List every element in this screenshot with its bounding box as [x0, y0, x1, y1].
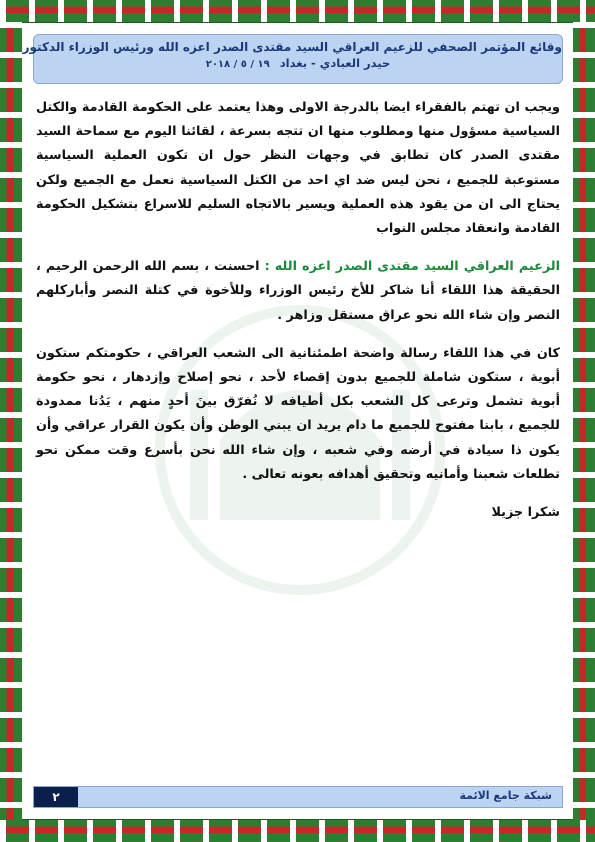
header-title-line1: وقائع المؤتمر الصحفي للزعيم العراقي السيد مقتدى الصدر اعزه الله ورئيس الوزراء الدكتور: [22, 40, 562, 54]
header-title-location: حيدر العبادي - بغداد: [279, 56, 391, 70]
paragraph-1: ويجب ان تهتم بالفقراء ايضا بالدرجة الاولى وهذا يعتمد على الحكومة القادمة والكتل السياسية مسؤول منها ومطلوب منها ان تتجه بسرعة ، لقائنا اليوم مع سماحة السيد مقتدى الصدر كان تطابق في وجهات النظر حول ان تكون العملية السياسية مستوعبة للجميع ، نحن ليس ضد اي احد من الكتل السياسية نعمل مع الجميع ولكن يحتاج الى ان من يقود هذه العملية ويسير بالاتجاه السليم للاسراع بتشكيل الحكومة القادمة وانعقاد مجلس النواب: [36, 100, 560, 237]
decorative-border-left: [0, 22, 22, 820]
paragraph-2: [36, 255, 560, 328]
speaker-label: الزعيم العراقي السيد مقتدى الصدر اعزه الله :: [264, 259, 561, 275]
page-header: [22, 34, 563, 84]
closing-thanks: شكرا جزيلا: [491, 505, 560, 521]
decorative-border-top: [0, 0, 595, 23]
paragraph-3: كان في هذا اللقاء رسالة واضحة اطمئنانية الى الشعب العراقي ، حكومتكم ستكون أبوية ، ستكون شاملة للجميع بدون إقصاء لأحد ، نحو إصلاح وإزدهار ، نحو حكومة أبوية تشمل وترعى كل الشعب بكل أطيافه لا نُفرّق بينَ أحدٍ منهم ، يَدُنا ممدودة للجميع ، بابنا مفتوح للجميع ما دام يريد ان يبني الوطن وأن يكون القرار عراقي وأن يكون ذا سيادة في أرضه وفي شعبه ، وإن شاء الله نحن بأسرع وقت ممكن نحو تطلعات شعبنا وأمانيه وتحقيق أهدافه بعونه تعالى .: [36, 345, 560, 482]
page-footer: [33, 786, 563, 808]
page-number: ٢: [34, 787, 78, 807]
decorative-border-bottom: [0, 819, 595, 842]
decorative-border-right: [573, 22, 595, 820]
document-body: [36, 96, 560, 539]
header-date: ١٩ / ٥ / ٢٠١٨: [205, 59, 270, 70]
paragraph-2-text: احسنت ، بسم الله الرحمن الرحيم ، الحقيقة هذا اللقاء أنا شاكر للأخ رئيس الوزراء وللأخوة في كتلة النصر وأباركلهم النصر وإن شاء الله نحو عراق مستقل وزاهر .: [36, 259, 560, 323]
header-title-line2: [34, 55, 562, 73]
footer-site-name: شبكة جامع الائمة: [459, 789, 552, 802]
